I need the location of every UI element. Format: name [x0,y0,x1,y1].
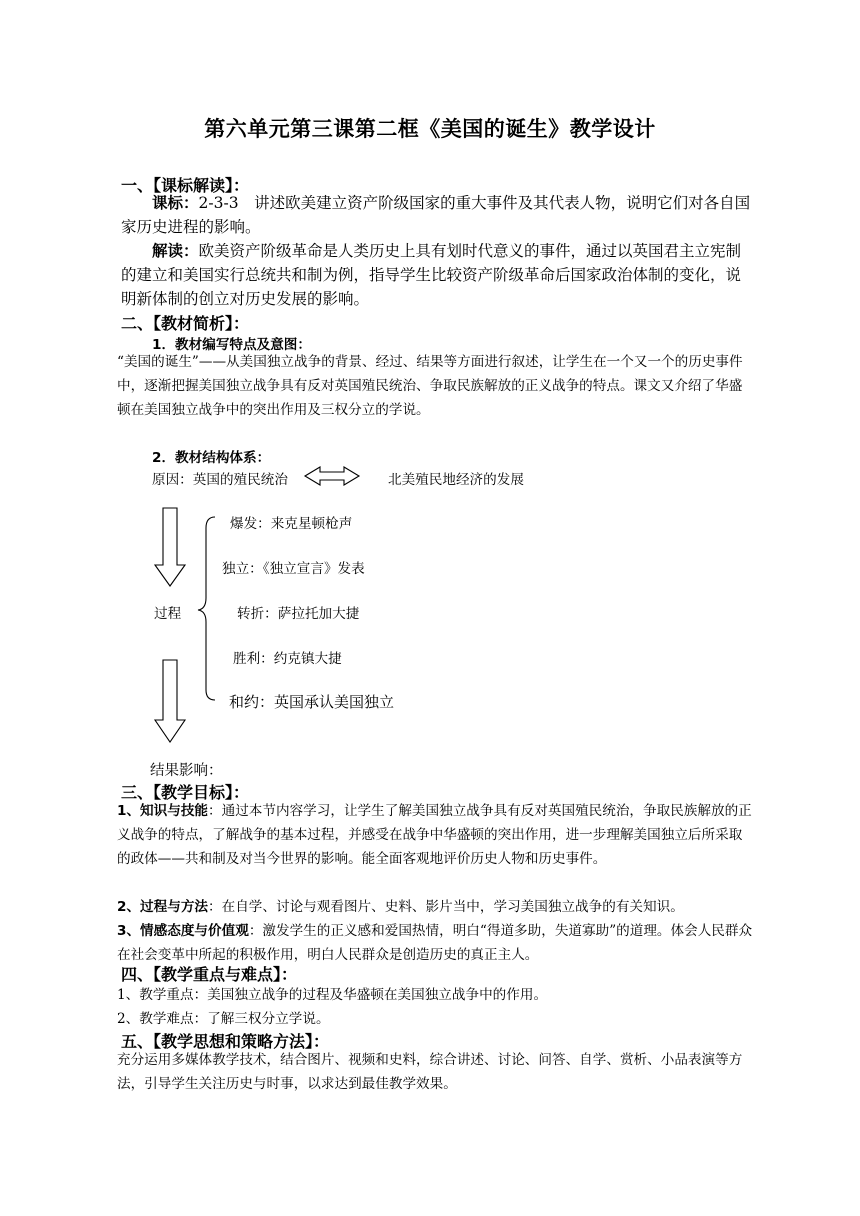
goal-emotion [117,919,753,967]
goal-knowledge-text: ：通过本节内容学习，让学生了解美国独立战争具有反对英国殖民统治，争取民族解放的正义战争的特点，了解战争的基本过程，并感受在战争中华盛顿的突出作用，进一步理解美国独立后所采取的政体——共和制及对当今世界的影响。能全面客观地评价历史人物和历史事件。 [117,803,752,867]
section-5-heading: 五、【教学思想和策略方法】： [121,1032,330,1051]
event-treaty: 和约：英国承认美国独立 [229,693,395,711]
event-independence: 独立：《独立宣言》发表 [222,561,365,577]
goal-knowledge [117,799,753,871]
section-1-heading: 一、【课标解读】： [121,176,250,195]
result-label: 结果影响： [150,763,223,779]
down-arrow-icon [155,660,185,742]
event-victory: 胜利：约克镇大捷 [233,651,342,667]
jiedu-label: 解读： [152,242,199,260]
sub-heading-1: 1．教材编写特点及意图： [152,337,311,353]
goal-process [117,895,753,919]
strategy-paragraph: 充分运用多媒体教学技术，结合图片、视频和史料，综合讲述、讨论、问答、自学、赏析、小品表演等方法，引导学生关注历史与时事，以求达到最佳教学效果。 [117,1052,743,1092]
textbook-features-paragraph: “美国的诞生”——从美国独立战争的背景、经过、结果等方面进行叙述，让学生在一个又一个的历史事件中，逐渐把握美国独立战争具有反对英国殖民统治、争取民族解放的正义战争的特点。课文又介绍了华盛顿在美国独立战争中的突出作用及三权分立的学说。 [117,354,743,418]
goal-emotion-label: 3、情感态度与价值观 [117,923,249,939]
down-arrow-icon [155,508,185,586]
section-2-heading: 二、【教材简析】： [121,314,250,333]
sub-heading-2: 2．教材结构体系： [152,450,271,466]
document-title: 第六单元第三课第二框《美国的诞生》教学设计 [204,117,656,141]
goal-process-text: ：在自学、讨论与观看图片、史料、影片当中，学习美国独立战争的有关知识。 [208,899,684,915]
goal-emotion-text: ：激发学生的正义感和爱国热情，明白“得道多助，失道寡助”的道理。体会人民群众在社会变革中所起的积极作用，明白人民群众是创造历史的真正主人。 [117,923,753,963]
event-turning-point: 转折：萨拉托加大捷 [237,606,360,622]
event-outbreak: 爆发：来克星顿枪声 [230,516,353,532]
cause-right: 北美殖民地经济的发展 [388,472,524,488]
difficult-point: 2、教学难点：了解三权分立学说。 [117,1011,330,1027]
curly-brace-icon [198,517,215,700]
section-3-heading: 三、【教学目标】： [121,783,250,802]
kebiao-text: 2-3-3 讲述欧美建立资产阶级国家的重大事件及其代表人物，说明它们对各自国家历史进程的影响。 [121,194,751,236]
cause-left: 原因：英国的殖民统治 [152,472,288,488]
jiedu-text: 欧美资产阶级革命是人类历史上具有划时代意义的事件，通过以英国君主立宪制的建立和美国实行总统共和制为例，指导学生比较资产阶级革命后国家政治体制的变化，说明新体制的创立对历史发展的影响。 [121,242,742,308]
goal-knowledge-label: 1、知识与技能 [117,803,209,819]
section-4-heading: 四、【教学重点与难点】： [121,965,298,984]
goal-process-label: 2、过程与方法 [117,899,209,915]
key-point: 1、教学重点：美国独立战争的过程及华盛顿在美国独立战争中的作用。 [117,987,548,1003]
double-arrow-icon [305,467,359,485]
kebiao-label: 课标： [152,194,199,212]
process-label: 过程 [154,606,182,622]
